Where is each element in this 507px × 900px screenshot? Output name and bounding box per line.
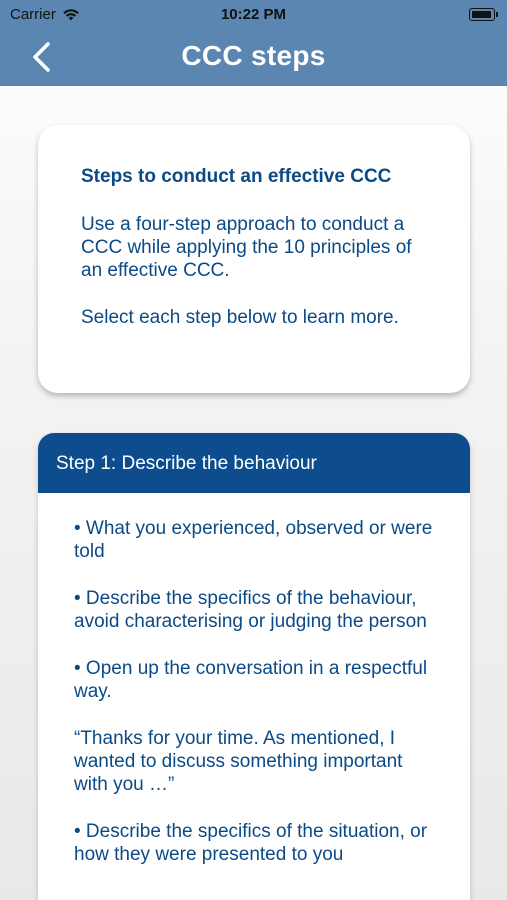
step-1-item: • Describe the specifics of the situation, or how they were presented to you [74, 821, 428, 865]
step-1-body [38, 493, 470, 866]
step-1-item: • Describe the specifics of the behaviour, avoid characterising or judging the person [74, 588, 427, 632]
nav-bar [0, 28, 507, 86]
carrier-label: Carrier [10, 6, 56, 23]
status-time: 10:22 PM [220, 6, 287, 23]
page-title: CCC steps [181, 40, 326, 71]
intro-heading: Steps to conduct an effective CCC [81, 166, 392, 187]
intro-card [38, 125, 470, 393]
step-1-quote: “Thanks for your time. As mentioned, I wanted to discuss something important with you …” [74, 728, 403, 795]
intro-paragraph: Use a four-step approach to conduct a CCC while applying the 10 principles of an effective CCC. [81, 214, 412, 281]
status-bar [0, 0, 507, 28]
step-1-item: • Open up the conversation in a respectful way. [74, 658, 428, 702]
battery-icon [469, 8, 495, 21]
step-1-header[interactable]: Step 1: Describe the behaviour [38, 433, 470, 493]
step-1-item: • What you experienced, observed or were told [74, 518, 433, 562]
step-1-card[interactable] [38, 433, 470, 900]
intro-paragraph: Select each step below to learn more. [81, 307, 399, 328]
